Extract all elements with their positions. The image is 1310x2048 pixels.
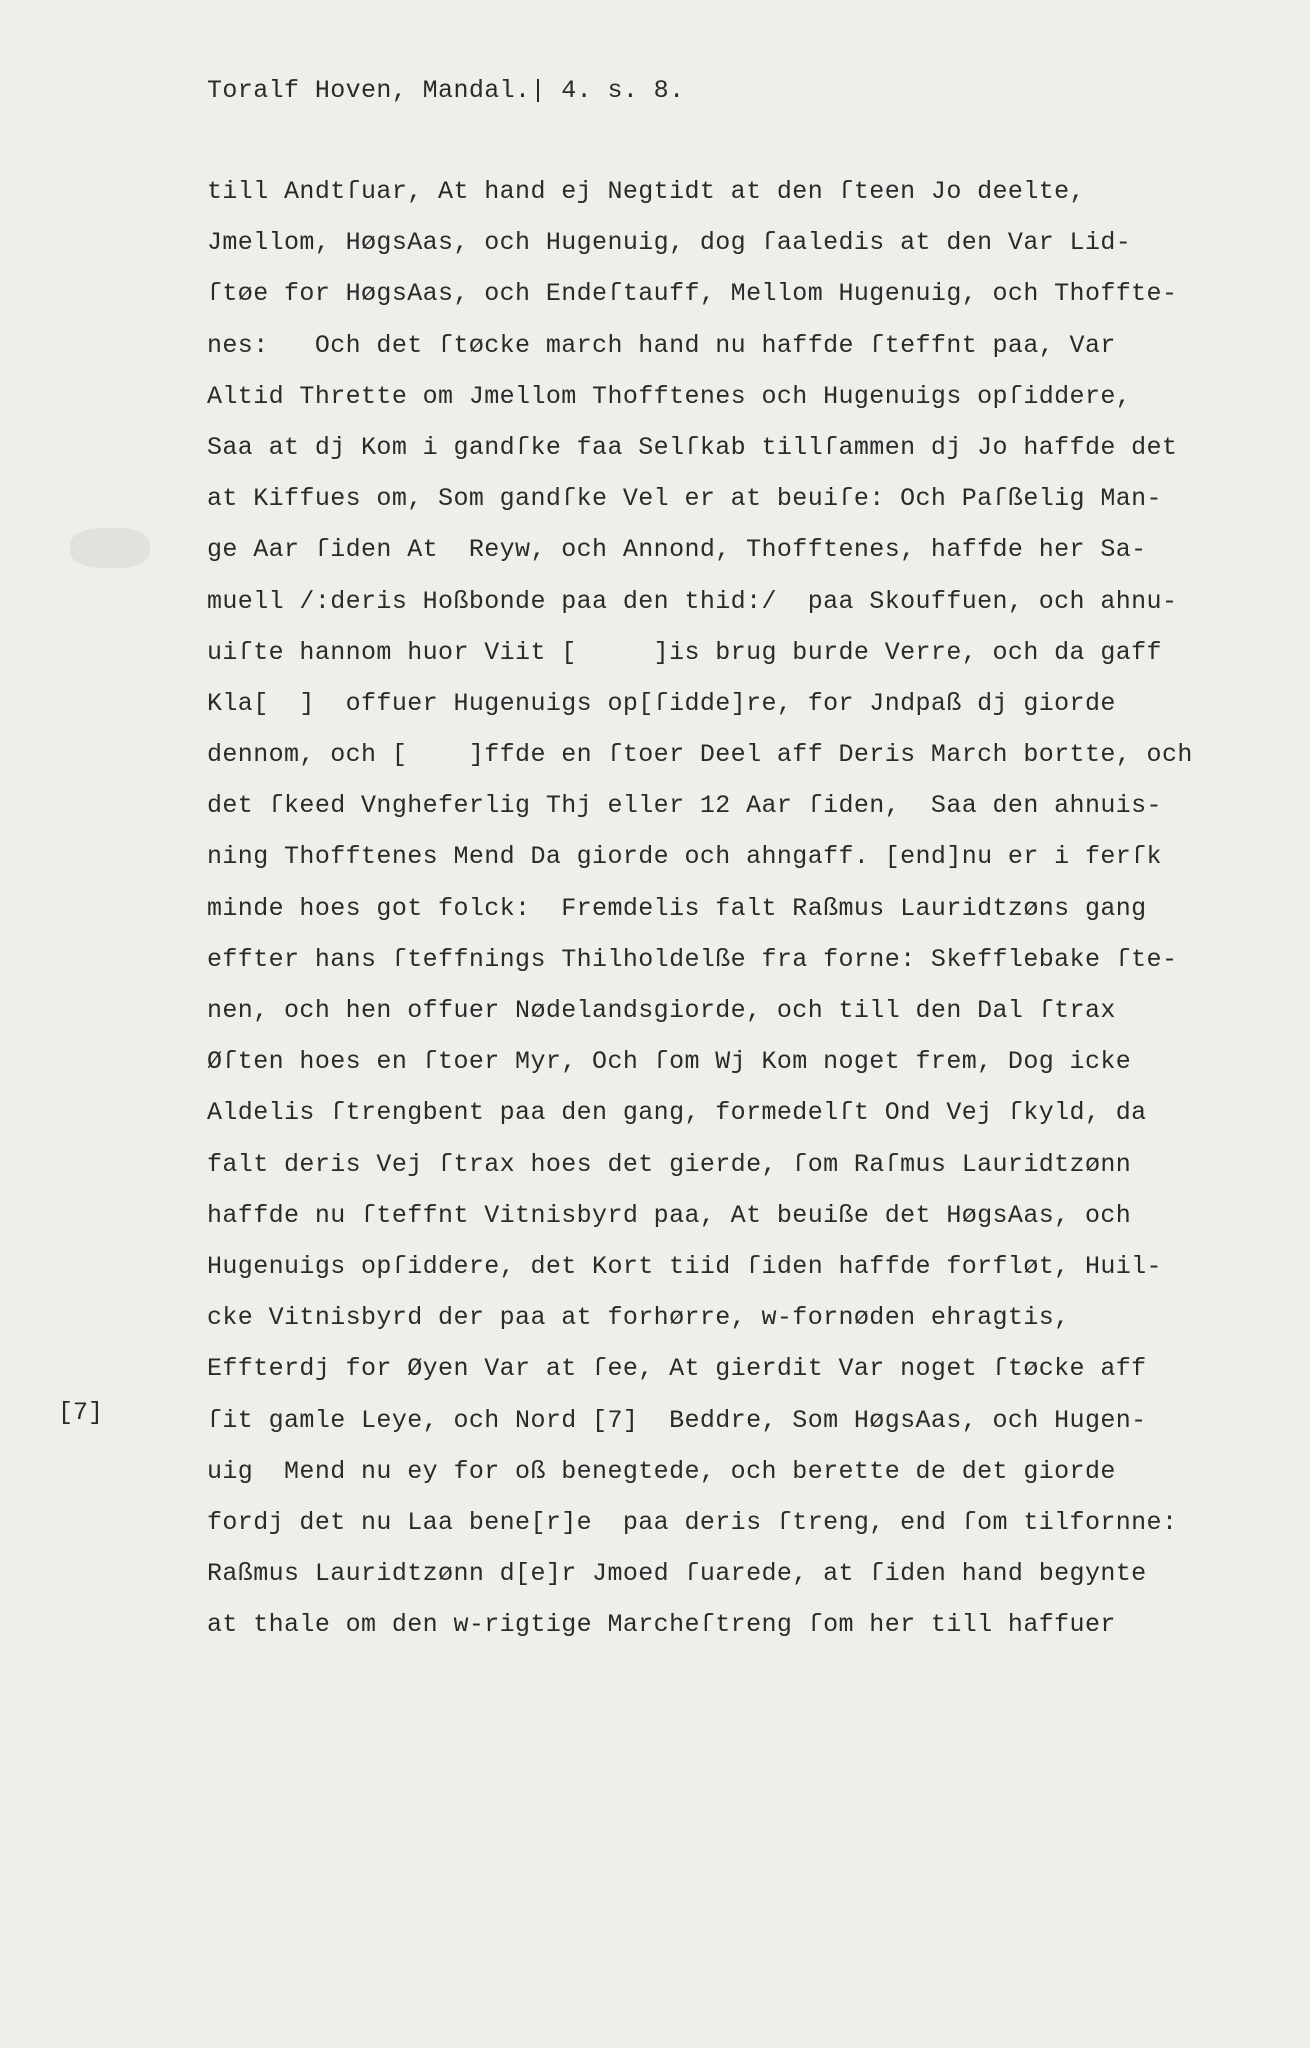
text-line-23: cke Vitnisbyrd der paa at forhørre, w-fornøden ehragtis, <box>207 1303 1070 1333</box>
text-line-11: Kla[ ] offuer Hugenuigs op[ſidde]re, for Jndpaß dj giorde <box>207 688 1116 718</box>
ink-smudge <box>70 528 150 568</box>
text-line-12: dennom, och [ ]ffde en ſtoer Deel aff Deris March bortte, och <box>207 740 1193 770</box>
text-line-8: ge Aar ſiden At Reyw, och Annond, Thofftenes, haffde her Sa- <box>207 535 1147 565</box>
text-line-7: at Kiffues om, Som gandſke Vel er at beuiſe: Och Paſßelig Man- <box>207 484 1162 514</box>
text-line-21: haffde nu ſteffnt Vitnisbyrd paa, At beuiße det HøgsAas, och <box>207 1200 1132 1230</box>
text-line-16: effter hans ſteffnings Thilholdelße fra forne: Skefflebake ſte- <box>207 944 1178 974</box>
text-line-25: ſit gamle Leye, och Nord [7] Beddre, Som HøgsAas, och Hugen- <box>207 1405 1147 1435</box>
text-line-5: Altid Thrette om Jmellom Thofftenes och Hugenuigs opſiddere, <box>207 381 1132 411</box>
text-line-13: det ſkeed Vngheferlig Thj eller 12 Aar ſiden, Saa den ahnuis- <box>207 791 1162 821</box>
text-line-20: falt deris Vej ſtrax hoes det gierde, ſom Raſmus Lauridtzønn <box>207 1149 1132 1179</box>
text-line-4: nes: Och det ſtøcke march hand nu haffde ſteffnt paa, Var <box>207 330 1116 360</box>
text-line-24: Effterdj for Øyen Var at ſee, At gierdit Var noget ſtøcke aff <box>207 1354 1147 1384</box>
text-line-3: ſtøe for HøgsAas, och Endeſtauff, Mellom Hugenuig, och Thofftе- <box>207 279 1178 309</box>
text-line-15: minde hoes got folck: Fremdelis falt Raßmus Lauridtzøns gang <box>207 893 1147 923</box>
text-line-22: Hugenuigs opſiddere, det Kort tiid ſiden haffde forfløt, Huil- <box>207 1251 1162 1281</box>
text-line-27: fordj det nu Laa bene[r]e paa deris ſtreng, end ſom tilfornne: <box>207 1507 1178 1537</box>
text-line-6: Saa at dj Kom i gandſke faa Selſkab tillſammen dj Jo haffde det <box>207 432 1178 462</box>
text-line-28: Raßmus Lauridtzønn d[e]r Jmoed ſuarede, at ſiden hand begynte <box>207 1559 1147 1589</box>
text-line-9: muell /:deris Hoßbonde paa den thid:/ paa Skouffuen, och ahnu- <box>207 586 1178 616</box>
page-header: Toralf Hoven, Mandal.| 4. s. 8. <box>207 76 685 105</box>
margin-page-reference: [7] <box>58 1398 104 1427</box>
text-line-17: nen, och hen offuer Nødelandsgiorde, och till den Dal ſtrax <box>207 996 1116 1025</box>
text-line-10: uiſte hannom huor Viit [ ]is brug burde Verre, och da gaff <box>207 637 1162 667</box>
text-line-19: Aldelis ſtrengbent paa den gang, formedelſt Ond Vej ſkyld, da <box>207 1098 1147 1128</box>
text-line-2: Jmellom, HøgsAas, och Hugenuig, dog ſaaledis at den Var Lid- <box>207 228 1132 258</box>
text-line-14: ning Thofftenes Mend Da giorde och ahngaff. [end]nu er i ferſk <box>207 842 1162 872</box>
transcription-body <box>207 166 1197 1650</box>
text-line-26: uig Mend nu ey for oß benegtede, och berette de det giorde <box>207 1456 1116 1486</box>
text-line-1: till Andtſuar, At hand ej Negtidt at den ſteen Jo deelte, <box>207 177 1085 206</box>
text-line-29: at thale om den w-rigtige Marcheſtreng ſom her till haffuer <box>207 1610 1116 1640</box>
text-line-18: Øſten hoes en ſtoer Myr, Och ſom Wj Kom noget frem, Dog icke <box>207 1047 1132 1077</box>
